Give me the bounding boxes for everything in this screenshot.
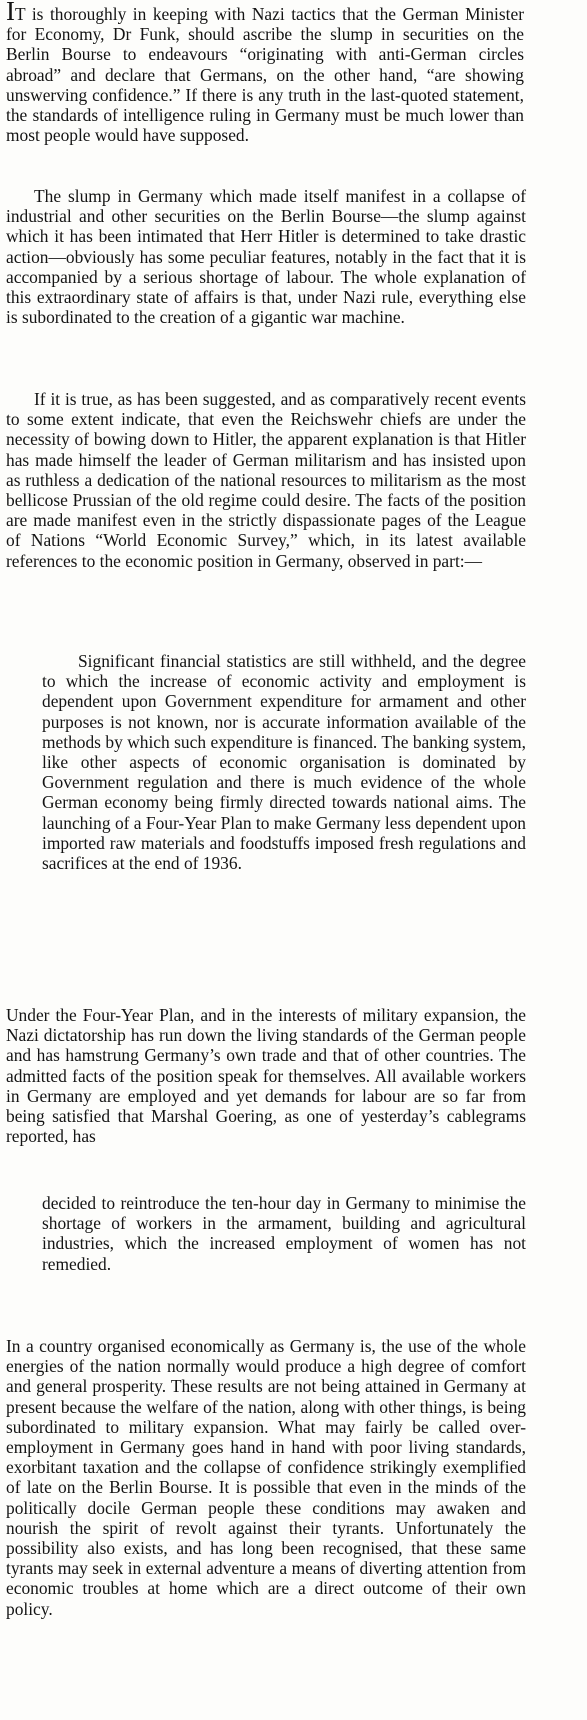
body-paragraph-reichswehr: If it is true, as has been suggested, and as comparatively recent events to some extent indicate, that even the Reichswehr chiefs are under the necessity of bowing down to Hitler, the apparent explanation is that Hitler has made himself the leader of German militarism and has insisted upon as ruthless a dedication of the national resources to militarism as the most bellicose Prussian of the old regime could desire. The facts of the position are made manifest even in the strictly dispassionate pages of the League of Nations “World Economic Survey,” which, in its latest available references to the economic position in Germany, observed in part:— <box>6 389 526 571</box>
block-quote-ten-hour-day: decided to reintroduce the ten-hour day in Germany to minimise the shortage of workers in the armament, building and agricultural industries, which the increased employment of women has not remedied. <box>42 1193 526 1274</box>
drop-cap: I <box>6 0 15 26</box>
body-paragraph-slump: The slump in Germany which made itself manifest in a collapse of industrial and other securities on the Berlin Bourse—the slump against which it has been intimated that Herr Hitler is determined to take drastic action—obviously has some peculiar features, notably in the fact that it is accompanied by a serious shortage of labour. The whole explanation of this extraordinary state of affairs is that, under Nazi rule, everything else is subordinated to the creation of a gigantic war machine. <box>6 186 526 328</box>
body-paragraph-conclusion: In a country organised economically as Germany is, the use of the whole energies of the nation normally would produce a high degree of comfort and general prosperity. These results are not being attained in Germany at present because the welfare of the nation, along with other things, is being subordinated to military expansion. What may fairly be called over-employment in Germany goes hand in hand with poor living standards, exorbitant taxation and the collapse of confidence strikingly exemplified of late on the Berlin Bourse. It is possible that even in the minds of the politically docile German people these conditions may awaken and nourish the spirit of revolt against their tyrants. Unfortunately the possibility also exists, and has long been recognised, that these same tyrants may seek in external adventure a means of diverting attention from economic troubles at home which are a direct outcome of their own policy. <box>6 1336 526 1619</box>
opening-paragraph-text: T is thoroughly in keeping with Nazi tactics that the German Minister for Economy, Dr Funk, should ascribe the slump in securities on the Berlin Bourse to endeavours “originating with anti-German circles abroad” and declare that Germans, on the other hand, “are showing unswerving confidence.” If there is any truth in the last-quoted statement, the standards of intelligence ruling in Germany must be much lower than most people would have supposed. <box>6 4 524 146</box>
body-paragraph-four-year-plan: Under the Four-Year Plan, and in the interests of military expansion, the Nazi dictatorship has run down the living standards of the German people and has hamstrung Germany’s own trade and that of other countries. The admitted facts of the position speak for themselves. All available workers in Germany are employed and yet demands for labour are so far from being satisfied that Marshal Goering, as one of yesterday’s cablegrams reported, has <box>6 1005 526 1147</box>
opening-paragraph <box>6 1 524 145</box>
block-quote-league-survey: Significant financial statistics are still withheld, and the degree to which the increase of economic activity and employment is dependent upon Government expenditure for armament and other purposes is not known, nor is accurate information available of the methods by which such expenditure is financed. The banking system, like other aspects of economic organisation is dominated by Government regulation and there is much evidence of the whole German economy being firmly directed towards national aims. The launching of a Four-Year Plan to make Germany less dependent upon imported raw materials and foodstuffs imposed fresh regulations and sacrifices at the end of 1936. <box>42 651 526 874</box>
